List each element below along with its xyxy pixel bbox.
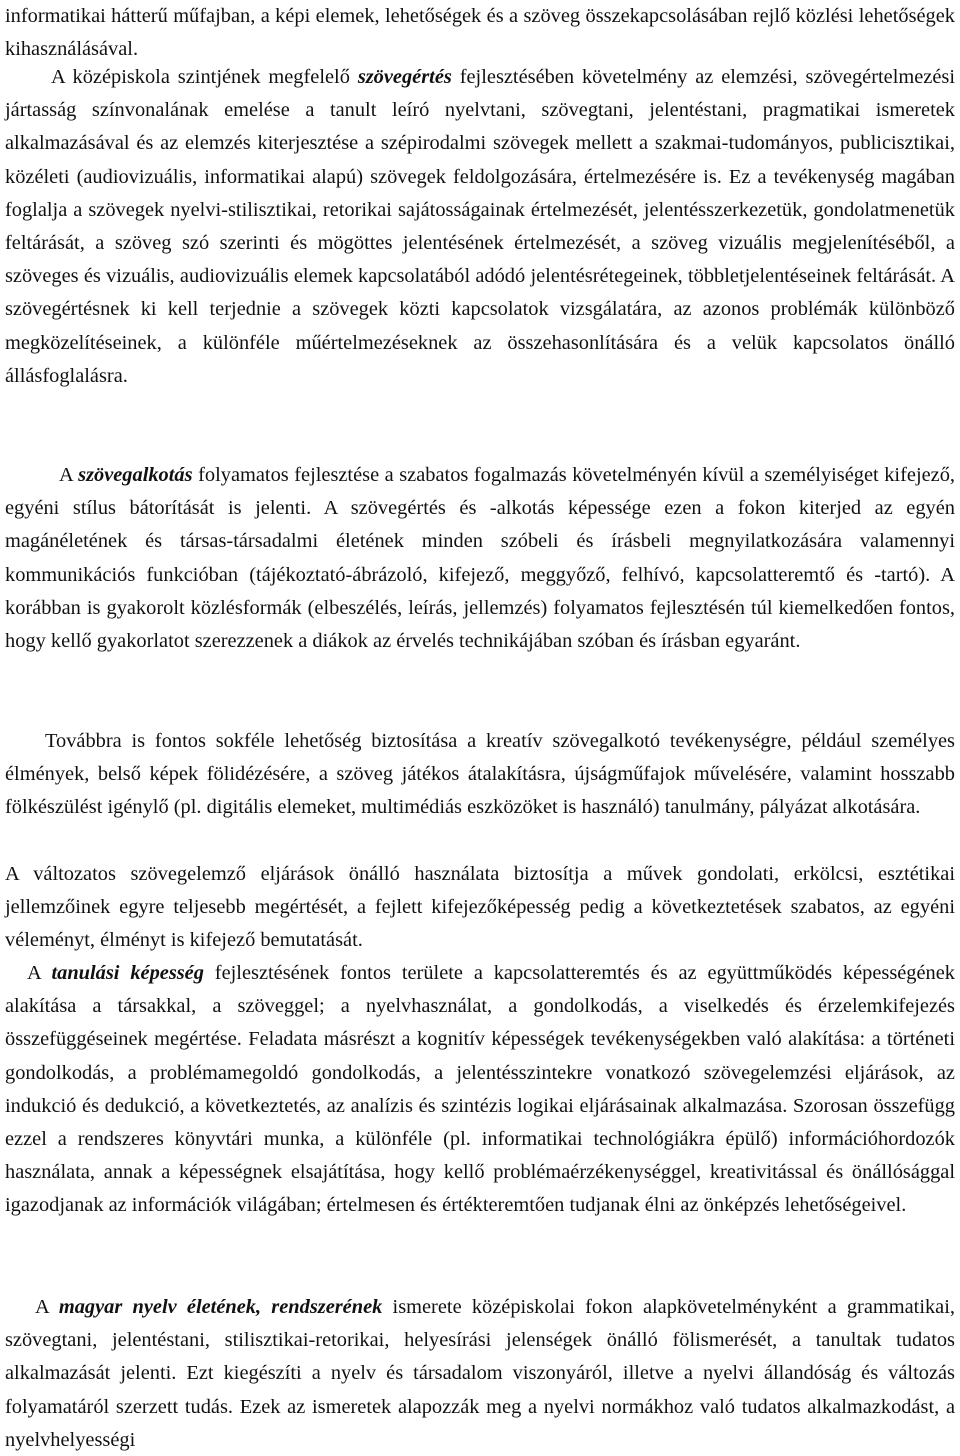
emphasized-term: tanulási képesség xyxy=(51,962,204,984)
paragraph-text-start: A xyxy=(27,962,52,984)
paragraph-text-rest: ismerete középiskolai fokon alapkövetelményként a grammatikai, szövegtani, jelentéstani, stilisztikai-retorikai, helyesírási jelenségek önálló fölismerését, a tanultak tudatos alkalmazását jelenti. Ezt kiegészíti a nyelv és társadalom viszonyáról, illetve a nyelvi állandóság és változás folyamatáról szerzett tudás. Ezek az ismeretek alapozzák meg a nyelvi normákhoz való tudatos alkalmazkodást, a nyelvhelyességi xyxy=(5,1296,955,1451)
paragraph-szovegalkotas xyxy=(5,459,955,658)
paragraph-kreativ-szovegalkotas xyxy=(5,725,955,825)
paragraph-text: Továbbra is fontos sokféle lehetőség biztosítása a kreatív szövegalkotó tevékenységre, például személyes élmények, belső képek fölidézésére, a szöveg játékos átalakításra, újságműfajok művelésére, valamint hosszabb fölkészülést igénylő (pl. digitális elemeket, multimédiás eszközöket is használó) tanulmány, pályázat alkotására. xyxy=(5,730,955,819)
paragraph-szovegertes xyxy=(5,61,955,393)
paragraph-text-start: A xyxy=(59,464,79,486)
paragraph-text: A változatos szövegelemző eljárások önálló használata biztosítja a művek gondolati, erkölcsi, esztétikai jellemzőinek egyre teljesebb megértését, a fejlett kifejezőképesség pedig a következtetések szabatos, az egyéni véleményt, élményt is kifejező bemutatását. xyxy=(5,863,955,952)
paragraph-text-rest: folyamatos fejlesztése a szabatos fogalmazás követelményén kívül a személyiséget kifejező, egyéni stílus bátorítását is jelenti. A szövegértés és -alkotás képessége ezen a fokon kiterjed az egyén magánéletének és társas-társadalmi életének minden szóbeli és írásbeli megnyilatkozására valamennyi kommunikációs funkcióban (tájékoztató-ábrázoló, kifejező, meggyőző, felhívó, kapcsolatteremtő és -tartó). A korábban is gyakorolt közlésformák (elbeszélés, leírás, jellemzés) folyamatos fejlesztésén túl kiemelkedően fontos, hogy kellő gyakorlatot szerezzenek a diákok az érvelés technikájában szóban és írásban egyaránt. xyxy=(5,464,955,653)
paragraph-text-rest: fejlesztésében követelmény az elemzési, szövegértelmezési jártasság színvonalának emelése a tanult leíró nyelvtani, szövegtani, jelentéstani, pragmatikai ismeretek alkalmazásával és az elemzés kiterjesztése a szépirodalmi szövegek mellett a szakmai-tudományos, publicisztikai, közéleti (audiovizuális, informatikai alapú) szövegek feldolgozására, értelmezésére is. Ez a tevékenység magában foglalja a szövegek nyelvi-stilisztikai, retorikai sajátosságainak értelmezését, jelentésszerkezetük, gondolatmenetük feltárását, a szöveg szó szerinti és mögöttes jelentésének értelmezését, a szöveg vizuális megjelenítéséből, a szöveges és vizuális, audiovizuális elemek kapcsolatából adódó jelentésrétegeinek, többletjelentéseinek feltárását. A szövegértésnek ki kell terjednie a szövegek közti kapcsolatok vizsgálatára, az azonos problémák különböző megközelítéseinek, a különféle műértelmezéseknek az összehasonlítására és a velük kapcsolatos önálló állásfoglalásra. xyxy=(5,66,955,387)
paragraph-text-start: A középiskola szintjének megfelelő xyxy=(51,66,358,88)
emphasized-term: szövegalkotás xyxy=(78,464,193,486)
paragraph-text-start: A xyxy=(35,1296,59,1318)
paragraph-magyar-nyelv xyxy=(5,1291,955,1456)
emphasized-term: szövegértés xyxy=(357,66,452,88)
paragraph-tanulasi-kepesseg xyxy=(5,957,955,1223)
paragraph-text: informatikai hátterű műfajban, a képi elemek, lehetőségek és a szöveg összekapcsolásában rejlő közlési lehetőségek kihasználásával. xyxy=(5,5,955,61)
paragraph-text-rest: fejlesztésének fontos területe a kapcsolatteremtés és az együttműködés képességének alakítása a társakkal, a szöveggel; a nyelvhasználat, a gondolkodás, a viselkedés és érzelemkifejezés összefüggéseinek megértése. Feladata másrészt a kognitív képességek tevékenységekben való alakítása: a történeti gondolkodás, a problémamegoldó gondolkodás, a jelentésszintekre vonatkozó szövegelemzési eljárások, az indukció és dedukció, a következtetés, az analízis és szintézis logikai eljárásainak alkalmazása. Szorosan összefügg ezzel a rendszeres könyvtári munka, a különféle (pl. informatikai technológiákra épülő) információhordozók használata, annak a képességnek elsajátítása, hogy kellő problémaérzékenységgel, kreativitással és önállósággal igazodjanak az információk világában; értelmesen és értékteremtően tudjanak élni az önképzés lehetőségeivel. xyxy=(5,962,955,1217)
paragraph-intro-continuation xyxy=(5,0,955,66)
paragraph-szovegelemzo-eljarasok xyxy=(5,858,955,958)
emphasized-term: magyar nyelv életének, rendszerének xyxy=(58,1296,383,1318)
